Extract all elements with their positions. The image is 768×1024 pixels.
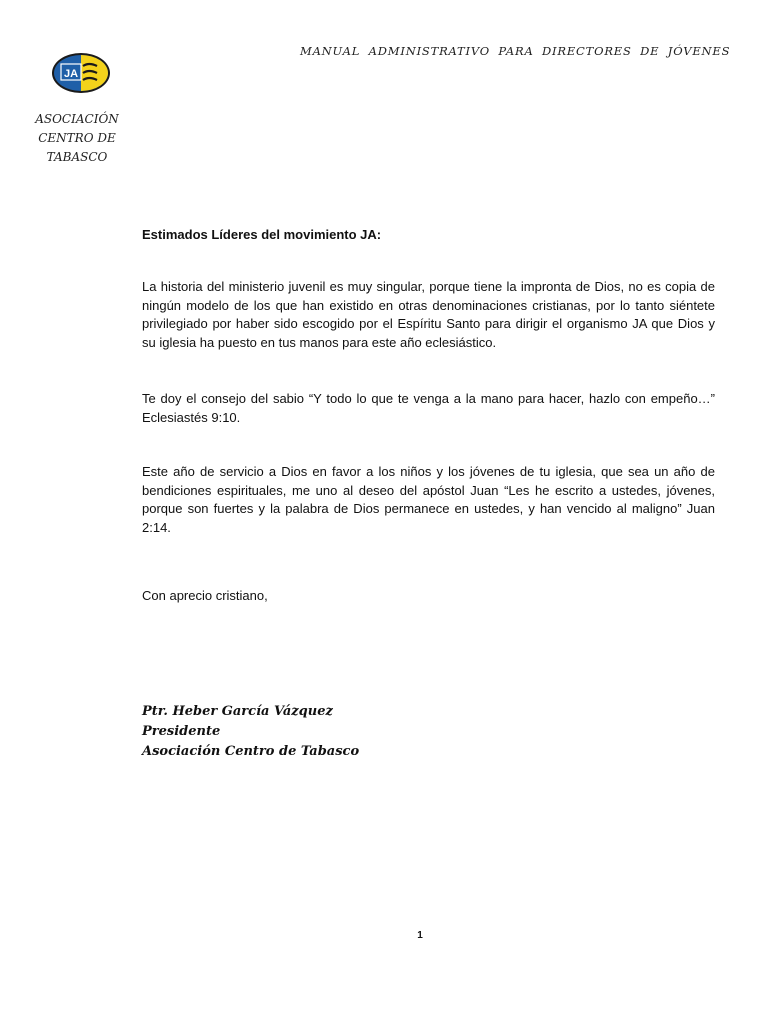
letter-closing: Con aprecio cristiano, — [142, 588, 268, 603]
letter-body — [142, 226, 715, 603]
letter-salutation: Estimados Líderes del movimiento JA: — [142, 227, 382, 242]
logo-text: JA — [63, 68, 79, 80]
letter-paragraph-2: Te doy el consejo del sabio “Y todo lo que te venga a la mano para hacer, hazlo con empeño…” Eclesiastés 9:10. — [142, 391, 715, 425]
letter-paragraph-3: Este año de servicio a Dios en favor a los niños y los jóvenes de tu iglesia, que sea un año de bendiciones espirituales, me uno al deseo del apóstol Juan “Les he escrito a ustedes, jóvenes, porque son fuertes y la palabra de Dios permanece en ustedes, y han vencido al maligno” Juan 2:14. — [142, 464, 715, 535]
signature-organization: Asociación Centro de Tabasco — [142, 744, 360, 759]
association-line-1: ASOCIACIÓN — [35, 112, 119, 126]
document-header-title: MANUAL ADMINISTRATIVO PARA DIRECTORES DE JÓVENES — [300, 44, 731, 58]
letter-paragraph-1: La historia del ministerio juvenil es muy singular, porque tiene la impronta de Dios, no es copia de ningún modelo de los que han existido en otras denominaciones cristianas, por lo tanto siéntete privilegiado por haber sido escogido por el Espíritu Santo para dirigir el organismo JA que Dios y su iglesia ha puesto en tus manos para este año eclesiástico. — [142, 279, 715, 350]
page-number: 1 — [417, 930, 423, 941]
signature-role: Presidente — [142, 724, 221, 739]
signature-name: Ptr. Heber García Vázquez — [142, 704, 333, 719]
association-line-2: CENTRO DE — [38, 131, 116, 145]
signature-block — [142, 702, 359, 762]
association-line-3: TABASCO — [46, 150, 108, 164]
ja-logo — [51, 52, 111, 94]
association-name — [22, 110, 132, 167]
